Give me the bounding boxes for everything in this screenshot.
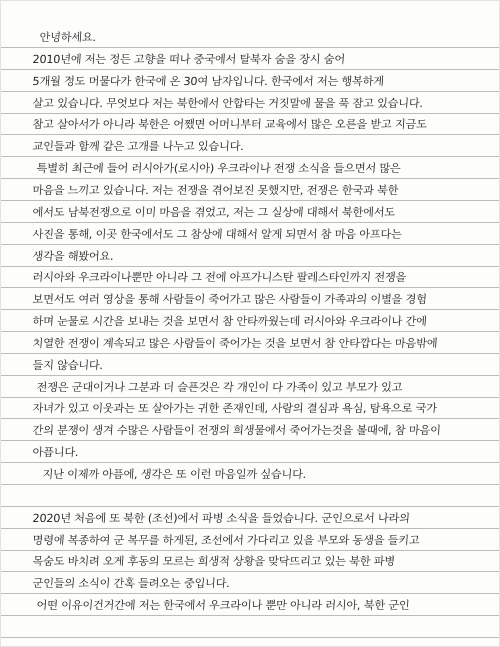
ruled-line [1,353,499,354]
ruled-line [1,69,499,70]
ruled-line [1,178,499,179]
ruled-line [1,593,499,594]
ruled-line [1,506,499,507]
ruled-line [1,91,499,92]
letter-line: 교인들과 함께 같은 고개를 나누고 있습니다. [32,140,245,153]
ruled-line [1,47,499,48]
letter-line: 지난 이제까 아픔에, 생각은 또 이런 마음일까 싶습니다. [42,468,307,481]
ruled-line [1,244,499,245]
ruled-line [1,222,499,223]
ruled-line [1,550,499,551]
ruled-line [1,266,499,267]
ruled-line [1,156,499,157]
letter-line: 군인들의 소식이 간혹 들려오는 중입니다. [32,577,231,590]
letter-line: 들지 않습니다. [32,359,104,372]
letter-line: 명령에 복종하여 군 복무를 하게된, 조선에서 가다리고 있을 부모와 동생을 들키고 [32,534,420,547]
letter-line: 자녀가 있고 이웃과는 또 살아가는 귀한 존재인데, 사람의 결심과 욕심, 탐욕으로 국가 [32,402,438,415]
letter-line: 마음을 느끼고 있습니다. 저는 전쟁을 겪어보진 못했지만, 전쟁은 한국과 북한 [32,184,399,197]
letter-line: 에서도 남북전쟁으로 이미 마음을 겪었고, 저는 그 실상에 대해서 북한에서도 [32,206,396,219]
ruled-line [1,375,499,376]
letter-line: 러시아와 우크라이나뿐만 아니라 그 전에 아프가니스탄 팔레스타인까지 전쟁을 [32,271,407,284]
ruled-line [1,637,499,638]
ruled-line [1,309,499,310]
letter-line: 2010년에 저는 정든 고향을 떠나 중국에서 탈북자 숨을 장시 숨어 [32,53,346,66]
ruled-line [1,397,499,398]
letter-line: 안녕하세요. [39,31,97,44]
ruled-line [1,462,499,463]
letter-line: 전쟁은 군대이거나 그분과 더 슬픈것은 각 개인이 다 가족이 있고 부모가 있고 [36,381,403,394]
letter-line: 치열한 전쟁이 계속되고 많은 사람들이 죽어가는 것을 보면서 참 안타깝다는 마음밖에 [32,337,438,350]
letter-line: 간의 분쟁이 생겨 수많은 사람들이 전쟁의 희생물에서 죽어가는것을 볼때에, 참 마음이 [32,424,442,437]
ruled-line [1,571,499,572]
letter-line: 2020년 처음에 또 북한 (조선)에서 파병 소식을 들었습니다. 군인으로서 나라의 [32,512,411,525]
letter-line: 생각을 해봤어요. [32,250,114,263]
ruled-line [1,528,499,529]
letter-line: 사진을 통해, 이곳 한국에서도 그 참상에 대해서 알게 되면서 참 마음 아프다는 [32,228,403,241]
letter-line: 목숨도 바치려 오게 후동의 모르는 희생적 상황을 맞닥뜨리고 있는 북한 파병 [32,555,396,568]
letter-line: 하며 눈물로 시간을 보내는 것을 보면서 참 안타까웠는데 러시아와 우크라이나 간에 [32,315,428,328]
letter-line: 참고 살아서가 아니라 북한은 어쨌면 어머니부터 교육에서 많은 오른을 받고 지금도 [32,118,428,131]
letter-line: 어떤 이유이건거간에 저는 한국에서 우크라이나 뿐만 아니라 러시아, 북한 군인 [36,599,410,612]
ruled-line [1,331,499,332]
letter-line: 살고 있습니다. 무엇보다 저는 북한에서 안합타는 거짓말에 물을 푹 잠고 있습니다. [32,97,424,110]
ruled-line [1,615,499,616]
letter-line: 5개월 정도 머물다가 한국에 온 30여 남자입니다. 한국에서 저는 행복하게 [32,75,385,88]
letter-line: 특별히 최근에 들어 러시아가(로시아) 우크라이나 전쟁 소식을 들으면서 많은 [36,162,401,175]
ruled-line [1,440,499,441]
letter-line: 보면서도 여러 영상을 통해 사람들이 죽어가고 많은 사람들이 가족과의 이별을 경험 [32,293,428,306]
ruled-line [1,134,499,135]
ruled-line [1,200,499,201]
ruled-line [1,484,499,485]
letter-line: 아픕니다. [32,446,79,459]
ruled-line [1,287,499,288]
ruled-line [1,418,499,419]
ruled-line [1,113,499,114]
